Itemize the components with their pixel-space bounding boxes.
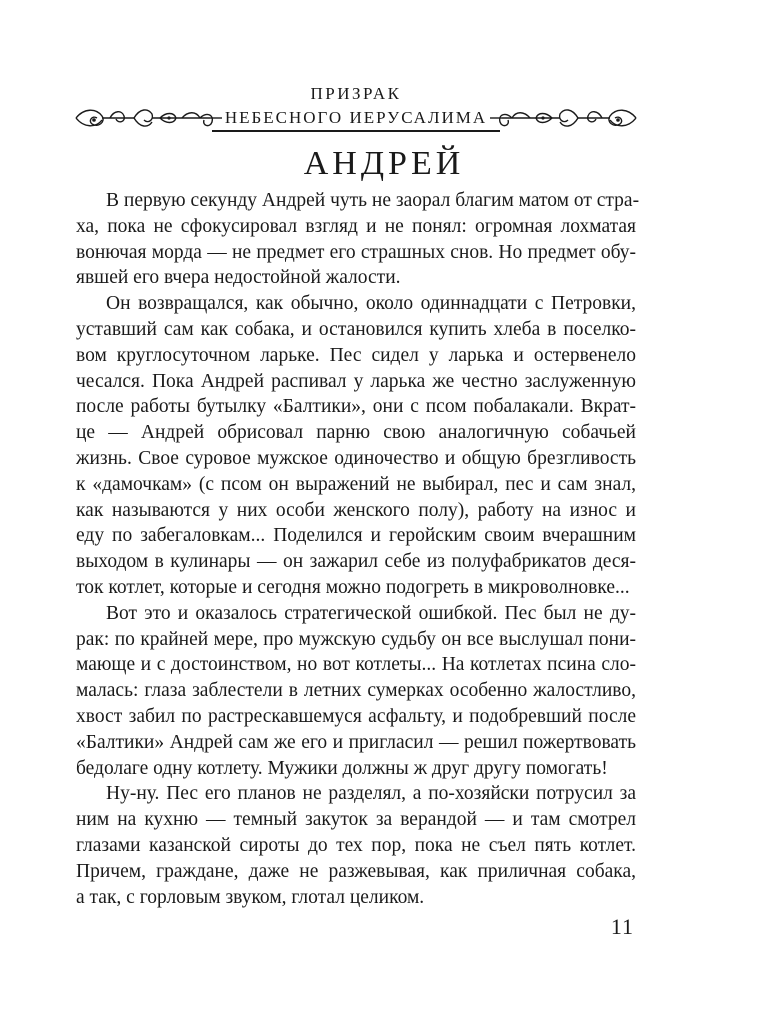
text-line: еду по забегаловкам... Поделился и геройским своим вчерашним [76, 525, 636, 547]
text-line: к «дамочкам» (с псом он выражений не выбирал, пес и сам знал, [76, 473, 636, 495]
text-line: Причем, граждане, даже не разжевывая, как приличная собака, [76, 860, 636, 882]
text-line: чесался. Пока Андрей распивал у ларька же честно заслуженную [76, 370, 636, 392]
text-line: ток котлет, которые и сегодня можно подогреть в микроволновке... [76, 576, 630, 598]
text-line: выходом в кулинары — он зажарил себе из полуфабрикатов деся- [76, 551, 636, 573]
text-line: вом круглосуточном ларьке. Пес сидел у ларька и остервенело [76, 344, 636, 366]
text-line: уставший сам как собака, и остановился купить хлеба в поселко- [76, 318, 636, 340]
running-header [74, 78, 638, 142]
right-flourish-ornament-icon [488, 102, 638, 134]
text-line: це — Андрей обрисовал парню свою аналогичную собачьей [76, 422, 636, 444]
header-underline [212, 130, 500, 132]
text-line: а так, с горловым звуком, глотал целиком. [76, 886, 425, 908]
text-line: бедолаге одну котлету. Мужики должны ж друг другу помогать! [76, 757, 608, 779]
running-header-title: НЕБЕСНОГО ИЕРУСАЛИМА [224, 108, 488, 127]
text-line: В первую секунду Андрей чуть не заорал благим матом от стра- [106, 190, 640, 211]
page-number: 11 [610, 914, 634, 939]
text-line: рак: по крайней мере, про мужскую судьбу он все выслушал пони- [76, 628, 636, 650]
text-line: вонючая морда — не предмет его страшных снов. Но предмет обу- [76, 241, 636, 263]
text-line: ним на кухню — темный закуток за верандой — и там смотрел [76, 809, 636, 831]
body-text [76, 188, 640, 910]
text-line: явшей его вчера недостойной жалости. [76, 267, 401, 289]
text-line: Ну-ну. Пес его планов не разделял, а по-хозяйски потрусил за [106, 783, 636, 805]
text-line: малась: глаза заблестели в летних сумерках особенно жалостливо, [76, 680, 636, 702]
text-line: как называются у них особи женского полу), работу на износ и [76, 499, 636, 521]
text-line: Он возвращался, как обычно, около одиннадцати с Петровки, [106, 293, 636, 315]
text-line: «Балтики» Андрей сам же его и пригласил — решил пожертвовать [76, 731, 636, 753]
running-header-series: ПРИЗРАК [310, 84, 402, 103]
text-line: глазами казанской сироты до тех пор, пока не съел пять котлет. [76, 834, 636, 856]
chapter-title: АНДРЕЙ [303, 145, 465, 182]
text-line: жизнь. Свое суровое мужское одиночество и общую брезгливость [76, 447, 636, 469]
text-line: ха, пока не сфокусировал взгляд и не понял: огромная лохматая [76, 215, 636, 237]
text-line: Вот это и оказалось стратегической ошибкой. Пес был не ду- [106, 602, 636, 624]
text-line: хвост забил по растрескавшемуся асфальту, и подобревший после [76, 705, 636, 727]
text-line: мающе и с достоинством, но вот котлеты... На котлетах псина сло- [76, 654, 636, 676]
text-line: после работы бутылку «Балтики», они с псом побалакали. Вкрат- [76, 396, 636, 418]
